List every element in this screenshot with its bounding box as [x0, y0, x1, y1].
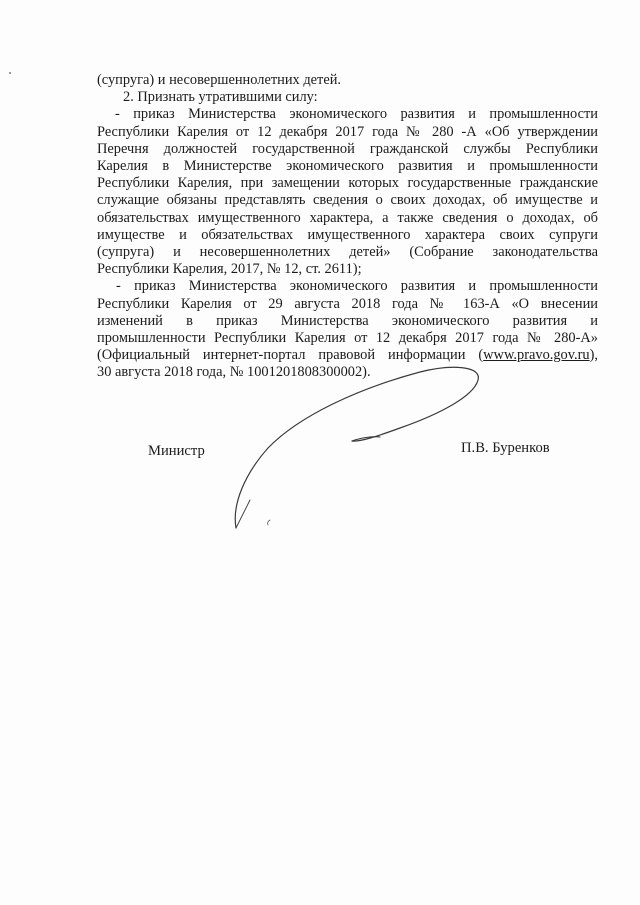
signer-title: Министр — [148, 443, 205, 459]
text-line-part: ), — [589, 347, 598, 364]
text-line: - приказ Министерства экономического развития и промышленности — [115, 106, 598, 123]
text-line: Карелия в Министерстве экономического развития и промышленности — [97, 158, 598, 175]
text-line: обязательствах имущественного характера, а также сведения о доходах, об — [97, 209, 598, 226]
text-line: промышленности Республики Карелия от 12 декабря 2017 года № 280-А» — [97, 330, 598, 347]
text-line: - приказ Министерства экономического развития и промышленности — [116, 278, 598, 295]
text-line: служащие обязаны представлять сведения о своих доходах, об имуществе и — [97, 192, 598, 209]
text-line: Перечня должностей государственной гражданской службы Республики — [97, 140, 598, 157]
text-line: Республики Карелия, 2017, № 12, ст. 2611); — [97, 261, 362, 278]
text-line: (супруга) и несовершеннолетних детей» (Собрание законодательства — [97, 244, 598, 261]
text-line — [97, 347, 598, 364]
document-body — [97, 72, 598, 382]
text-line: 2. Признать утратившими силу: — [123, 89, 318, 106]
signature-stroke — [235, 367, 478, 528]
text-line: Республики Карелия, при замещении которых государственные гражданские — [97, 175, 598, 192]
text-line: 30 августа 2018 года, № 1001201808300002). — [97, 364, 371, 381]
signature-stroke — [268, 520, 270, 525]
text-line: Республики Карелия от 29 августа 2018 года № 163-А «О внесении — [97, 295, 598, 312]
text-line: изменений в приказ Министерства экономического развития и — [97, 312, 598, 329]
signature-stroke — [236, 500, 250, 528]
scan-speck — [9, 72, 11, 74]
text-line: имуществе и обязательствах имущественного характера своих супруги — [97, 226, 598, 243]
signature-stroke — [352, 437, 380, 441]
signer-name: П.В. Буренков — [461, 440, 550, 456]
text-line: (супруга) и несовершеннолетних детей. — [97, 72, 342, 88]
pravo-link[interactable]: www.pravo.gov.ru — [483, 347, 590, 364]
text-line-part: (Официальный интернет-портал правовой информации ( — [97, 347, 484, 364]
text-line: Республики Карелия от 12 декабря 2017 года № 280 -А «Об утверждении — [97, 123, 598, 140]
